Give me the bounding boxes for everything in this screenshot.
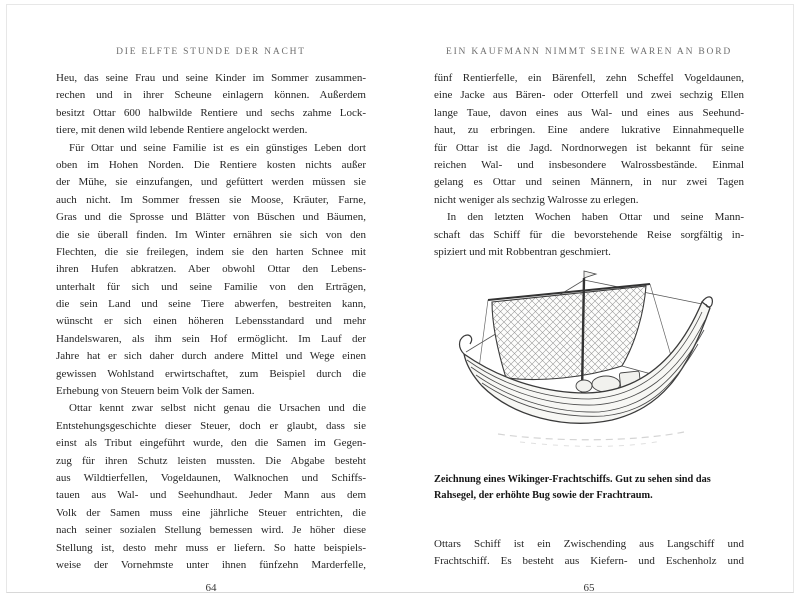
text-line: reichen Wal- und insbesondere Walrossbestände. Einmal	[434, 158, 744, 171]
text-line: der Mühe, sie einzufangen, und gefüttert werden müssen sie	[56, 176, 366, 189]
text-line: Entstehungsgeschichte dieser Steuer, doch er glaubt, dass sie	[56, 419, 366, 432]
text-line: tauen aus Wal- und Seehundhaut. Jeder Mann aus dem	[56, 489, 366, 502]
text-line: Stellung ist, desto mehr muss er liefern. So hatte beispiels-	[56, 541, 366, 554]
text-line: nach seiner sozialen Stellung bemessen wird. Je höher diese	[56, 524, 366, 537]
text-line: Handelswaren, als ihm sein Hof ermöglicht. Im Lauf der	[56, 332, 366, 345]
text-line: Heu, das seine Frau und seine Kinder im Sommer zusammen-	[56, 72, 366, 84]
body-text-left	[56, 70, 366, 574]
text-line: auch nicht. Im Sommer fressen sie Moose, Kräuter, Farne,	[56, 193, 366, 206]
text-line: tiere, mit denen wild lebende Rentiere angelockt werden.	[56, 124, 308, 137]
text-line: Flechten, die sie freilegen, indem sie den harten Schnee mit	[56, 245, 366, 258]
text-line: lange Taue, davon eines aus Wal- und eines aus Seehund-	[434, 106, 744, 119]
text-line: unterhalt für sich und seine Familie von den Erträgen,	[56, 280, 366, 293]
text-line: die sie überall finden. Im Winter ernähren sie sich von den	[56, 228, 366, 241]
page-right	[400, 0, 800, 598]
text-line: für Ottar ist die Jagd. Nordnorwegen ist bekannt für seine	[434, 141, 744, 154]
viking-ship-drawing-icon	[434, 266, 744, 462]
text-line: nicht weniger als sechzig Walrosse zu erlegen.	[434, 193, 639, 206]
text-line: Volk der Samen muss eine jährliche Steuer entrichten, die	[56, 506, 366, 519]
page-header-right: EIN KAUFMANN NIMMT SEINE WAREN AN BORD	[445, 47, 733, 57]
page-header-left: DIE ELFTE STUNDE DER NACHT	[116, 47, 306, 57]
text-line: Ottars Schiff ist ein Zwischending aus Langschiff und	[434, 538, 744, 550]
caption-line: Rahsegel, der erhöhte Bug sowie der Frachtraum.	[434, 489, 653, 501]
text-line: eine Jacke aus Bären- oder Otterfell und zwei sechzig Ellen	[434, 89, 744, 102]
page-number-right: 65	[583, 582, 595, 594]
text-line: aus Wildtierfellen, Vogeldaunen, Walknochen und Schiffs-	[56, 471, 366, 484]
ship-figure	[434, 266, 744, 464]
text-line: Ottar kennt zwar selbst nicht genau die Ursachen und die	[69, 402, 366, 415]
page-number-left: 64	[205, 582, 217, 594]
text-line: haut, zu erbringen. Eine andere lukrative Einnahmequelle	[434, 124, 744, 137]
text-line: gewissen Wohlstand erwirtschaftet, zum Beispiel durch die	[56, 367, 366, 380]
text-line: In den letzten Wochen haben Ottar und seine Mann-	[447, 211, 744, 224]
text-line: Gras und die Sprosse und Blätter von Büschen und Bäumen,	[56, 211, 366, 224]
text-line: besitzt Ottar 600 halbwilde Rentiere und sechs zahme Lock-	[56, 106, 366, 119]
text-line: spiziert und mit Robbentran geschmiert.	[434, 245, 611, 258]
body-text-right-bottom	[434, 536, 744, 571]
body-text-right-top	[434, 70, 744, 261]
text-line: weise der Vornehmste unter ihnen fünfzehn Marderfelle,	[56, 558, 366, 571]
text-line: rechen und in ihrer Scheune einlagern können. Außerdem	[56, 89, 366, 102]
text-line: Erhebung von Steuern beim Volk der Samen.	[56, 385, 255, 398]
text-line: die sein Land und seine Tiere abwerfen, bestreiten kann,	[56, 298, 366, 311]
text-line: Für Ottar und seine Familie ist es ein günstiges Leben dort	[69, 141, 366, 154]
text-line: wünscht er sich einen höheren Lebensstandard und mehr	[56, 315, 366, 328]
text-line: Frachtschiff. Es besteht aus Kiefern- und Eschenholz und	[434, 555, 744, 568]
text-line: schaft das Schiff für die bevorstehende Reise sorgfältig in-	[434, 228, 744, 241]
text-line: einst als Tribut eingeführt wurde, den die Samen im Gegen-	[56, 437, 366, 450]
text-line: Jahre hat er sich daher durch andere Mittel und Wege einen	[56, 350, 366, 363]
caption-line: Zeichnung eines Wikinger-Frachtschiffs. Gut zu sehen sind das	[434, 474, 711, 485]
text-line: gelang es Ottar und seinen Männern, in nur zwei Tagen	[434, 176, 744, 189]
text-line: fünf Rentierfelle, ein Bärenfell, zehn Scheffel Vogeldaunen,	[434, 72, 744, 84]
text-line: zug für ihren Schutz leisten mussten. Die Abgabe besteht	[56, 454, 366, 467]
illustration-caption	[434, 472, 744, 503]
text-line: ihren Hufen abkratzen. Aber obwohl Ottar den Lebens-	[56, 263, 366, 276]
text-line: oben im Hohen Norden. Die Rentiere kosten nichts außer	[56, 158, 366, 171]
